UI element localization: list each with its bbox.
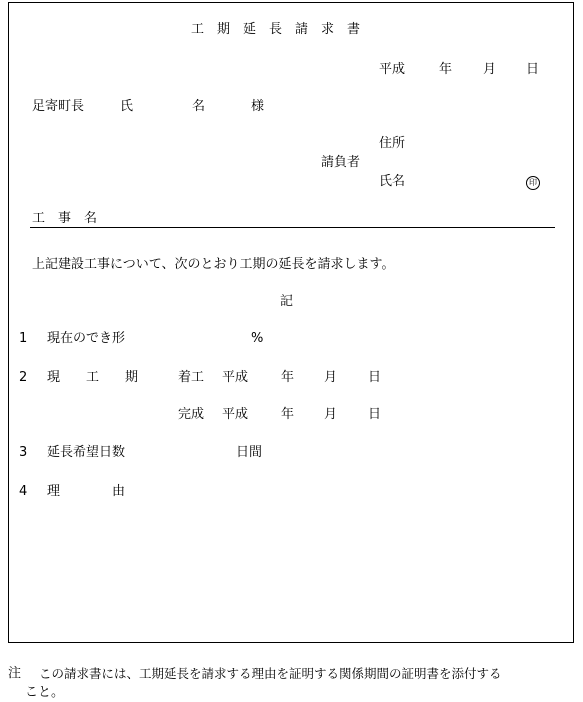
- end-day: 日: [368, 407, 382, 422]
- date-era: 平成: [379, 62, 406, 77]
- project-name-underline: [30, 227, 555, 228]
- ki-heading: 記: [280, 294, 294, 309]
- item-number: 3: [19, 445, 28, 460]
- end-month: 月: [324, 407, 338, 422]
- address-label: 住所: [379, 136, 406, 151]
- addressee-honorific: 様: [251, 99, 265, 114]
- date-month: 月: [483, 62, 497, 77]
- form-frame: [8, 2, 574, 643]
- item-number: 4: [19, 484, 28, 499]
- addressee-mei: 名: [192, 99, 206, 114]
- note-line-1: この請求書には、工期延長を請求する理由を証明する関係期間の証明書を添付する: [39, 666, 502, 681]
- percent-unit: %: [251, 331, 264, 346]
- request-statement: 上記建設工事について、次のとおり工期の延長を請求します。: [32, 257, 395, 272]
- end-year: 年: [281, 407, 295, 422]
- item-label: 現 工 期: [47, 370, 139, 385]
- document-title: 工 期 延 長 請 求 書: [191, 22, 361, 37]
- item-label: 理 由: [47, 484, 126, 499]
- item-number: 1: [19, 331, 28, 346]
- project-name-label: 工 事 名: [32, 211, 98, 226]
- addressee-name: 足寄町長: [32, 99, 85, 114]
- start-era: 平成: [222, 370, 249, 385]
- item-number: 2: [19, 370, 28, 385]
- addressee-shi: 氏: [120, 99, 134, 114]
- date-day: 日: [526, 62, 540, 77]
- name-label: 氏名: [379, 174, 406, 189]
- days-unit: 日間: [236, 445, 263, 460]
- seal-mark: 印: [526, 176, 540, 190]
- note-prefix: 注: [8, 666, 22, 681]
- note-line-2: こと。: [25, 685, 65, 700]
- start-label: 着工: [178, 370, 205, 385]
- start-day: 日: [368, 370, 382, 385]
- start-year: 年: [281, 370, 295, 385]
- date-year: 年: [439, 62, 453, 77]
- item-label: 延長希望日数: [47, 445, 126, 460]
- end-label: 完成: [178, 407, 205, 422]
- start-month: 月: [324, 370, 338, 385]
- item-label: 現在のでき形: [47, 331, 126, 346]
- end-era: 平成: [222, 407, 249, 422]
- contractor-label: 請負者: [321, 155, 361, 170]
